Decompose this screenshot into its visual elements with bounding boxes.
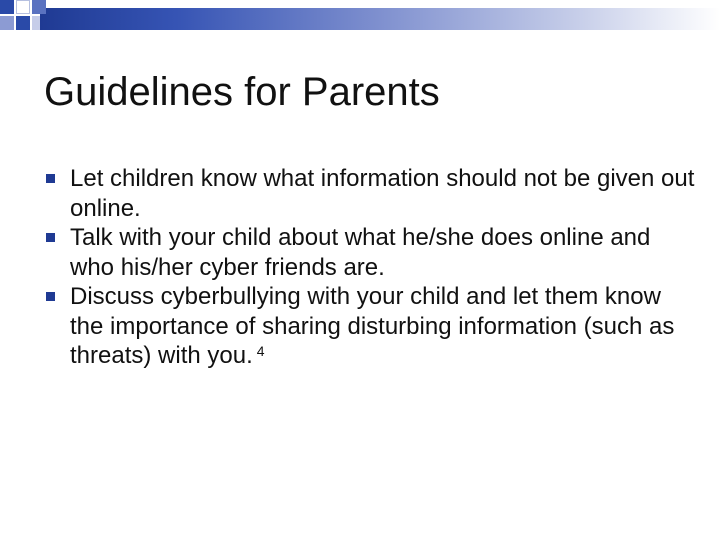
decor-square xyxy=(0,0,14,14)
decor-square xyxy=(16,0,30,14)
decor-square xyxy=(32,0,46,14)
header-decoration xyxy=(0,0,720,34)
bullet-list xyxy=(46,164,696,371)
footnote-marker: 4 xyxy=(256,343,265,359)
decor-square xyxy=(16,16,30,30)
square-bullet-icon xyxy=(46,174,55,183)
square-bullet-icon xyxy=(46,292,55,301)
bullet-item xyxy=(46,223,696,282)
slide-title: Guidelines for Parents xyxy=(44,70,440,114)
gradient-bar xyxy=(40,8,720,30)
decor-square xyxy=(32,16,40,30)
bullet-text: Talk with your child about what he/she does online and who his/her cyber friends are. xyxy=(70,224,651,281)
bullet-item xyxy=(46,282,696,371)
square-bullet-icon xyxy=(46,233,55,242)
bullet-text: Discuss cyberbullying with your child and let them know the importance of sharing disturbing information (such as threats) with you. xyxy=(70,283,675,369)
bullet-item xyxy=(46,164,696,223)
decor-square xyxy=(0,16,14,30)
bullet-text: Let children know what information should not be given out online. xyxy=(70,165,695,222)
